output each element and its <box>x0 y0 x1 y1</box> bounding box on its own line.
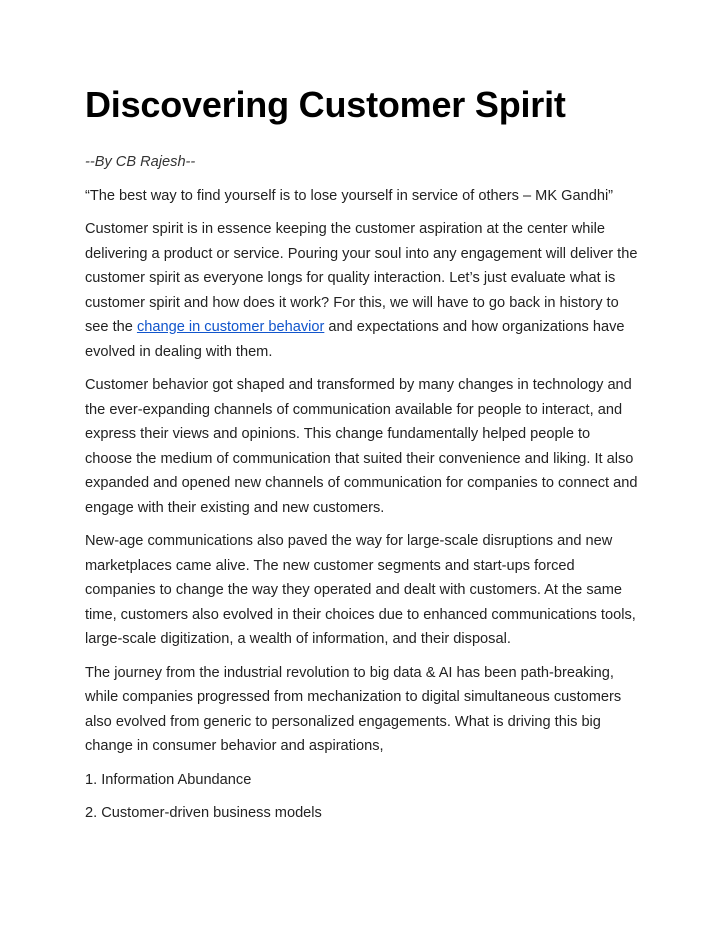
list-item: 1. Information Abundance <box>85 771 252 788</box>
paragraph-customer-spirit <box>85 217 640 364</box>
page-title: Discovering Customer Spirit <box>85 84 566 125</box>
paragraph-text-after-link: and expectations and how organizations have evolved in dealing with them. <box>85 319 625 360</box>
customer-behavior-link[interactable]: change in customer behavior <box>136 319 325 335</box>
paragraph-customer-behavior: Customer behavior got shaped and transformed by many changes in technology and the ever-expanding channels of communication available for people to interact, and express their views and opinions. This change fundamentally helped people to choose the medium of communication that suited their convenience and liking. It also expanded and opened new channels of communication for companies to connect and engage with their existing and new customers. <box>85 377 638 516</box>
paragraph-text-before-link: Customer spirit is in essence keeping the customer aspiration at the center while delivering a product or service. Pouring your soul into any engagement will deliver the customer spirit as everyone longs for quality interaction. Let’s just evaluate what is customer spirit and how does it work? For this, we will have to go back in history to see the <box>85 221 638 335</box>
paragraph-industrial-journey: The journey from the industrial revolution to big data & AI has been path-breaking, while companies progressed from mechanization to digital simultaneous customers also evolved from generic to personalized engagements. What is driving this big change in consumer behavior and aspirations, <box>85 664 622 754</box>
author-byline: --By CB Rajesh-- <box>85 154 196 170</box>
list-item: 2. Customer-driven business models <box>85 805 322 821</box>
gandhi-quote: “The best way to find yourself is to lose yourself in service of others – MK Gandhi” <box>85 187 614 204</box>
paragraph-new-age-communications: New-age communications also paved the way for large-scale disruptions and new marketplaces came alive. The new customer segments and start-ups forced companies to change the way they operated and dealt with customers. At the same time, customers also evolved in their choices due to enhanced communications tools, large-scale digitization, a wealth of information, and their disposal. <box>85 533 636 647</box>
